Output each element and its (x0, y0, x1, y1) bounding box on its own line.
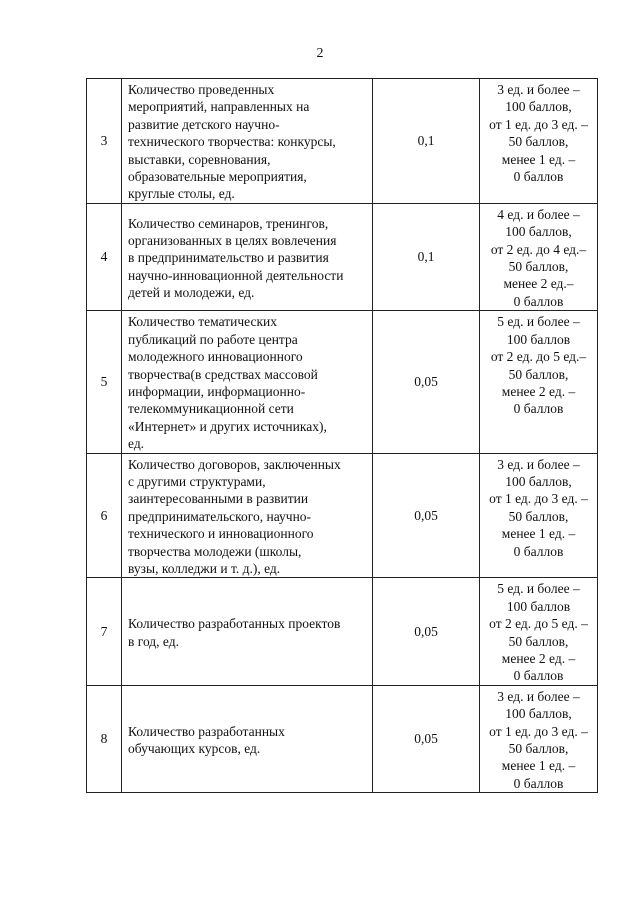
description-line: вузы, колледжи и т. д.), ед. (128, 560, 281, 576)
weight-coefficient: 0,05 (373, 578, 480, 685)
scoring-criteria (480, 685, 598, 792)
table-row (87, 79, 598, 204)
description-line: Количество договоров, заключенных (128, 456, 341, 472)
description-line: образовательные мероприятия, (128, 169, 307, 185)
scoring-line: 100 баллов (506, 331, 571, 347)
description-line: публикаций по работе центра (128, 331, 298, 347)
description-line: в год, ед. (128, 633, 179, 649)
description-line: развитие детского научно- (128, 116, 280, 132)
weight-coefficient: 0,1 (373, 79, 480, 204)
description-line: заинтересованными в развитии (128, 491, 309, 507)
description-line: организованных в целях вовлечения (128, 232, 337, 248)
scoring-line: 50 баллов, (508, 259, 569, 275)
scoring-line: от 2 ед. до 5 ед. – (489, 616, 588, 632)
scoring-line: от 2 ед. до 4 ед.– (490, 241, 587, 257)
scoring-line: 0 баллов (513, 401, 564, 417)
indicator-description (122, 685, 373, 792)
scoring-line: 5 ед. и более – (497, 581, 580, 597)
indicator-description (122, 578, 373, 685)
indicator-description (122, 79, 373, 204)
description-line: научно-инновационной деятельности (128, 267, 344, 283)
scoring-line: 0 баллов (513, 543, 564, 559)
scoring-line: менее 2 ед. – (501, 651, 576, 666)
description-line: Количество разработанных проектов (128, 616, 341, 632)
description-line: информации, информационно- (128, 383, 306, 399)
description-line: Количество семинаров, тренингов, (128, 215, 329, 231)
scoring-line: 0 баллов (513, 293, 564, 309)
indicator-description (122, 203, 373, 310)
scoring-line: от 1 ед. до 3 ед. – (489, 723, 588, 739)
description-line: телекоммуникационной сети (128, 401, 294, 417)
scoring-line: 100 баллов, (505, 706, 572, 722)
description-line: технического творчества: конкурсы, (128, 134, 336, 150)
weight-coefficient: 0,1 (373, 203, 480, 310)
description-line: мероприятий, направленных на (128, 99, 310, 115)
description-line: обучающих курсов, ед. (128, 741, 261, 757)
indicator-description (122, 311, 373, 453)
criteria-table (86, 78, 598, 793)
description-line: технического и инновационного (128, 526, 314, 542)
description-line: круглые столы, ед. (128, 186, 235, 202)
description-line: в предпринимательство и развития (128, 250, 329, 266)
scoring-line: от 1 ед. до 3 ед. – (489, 491, 588, 507)
scoring-line: 50 баллов, (508, 633, 569, 649)
scoring-line: 4 ед. и более – (497, 206, 580, 222)
scoring-line: менее 1 ед. – (501, 151, 576, 167)
weight-coefficient: 0,05 (373, 453, 480, 578)
scoring-line: 50 баллов, (508, 134, 569, 150)
scoring-line: 0 баллов (513, 169, 564, 185)
scoring-line: 3 ед. и более – (497, 82, 580, 97)
scoring-line: 100 баллов, (505, 99, 572, 115)
scoring-line: 3 ед. и более – (497, 456, 580, 472)
scoring-line: 5 ед. и более – (497, 314, 580, 330)
scoring-line: 0 баллов (513, 775, 564, 791)
scoring-criteria (480, 79, 598, 204)
scoring-line: 50 баллов, (508, 366, 569, 382)
description-line: Количество тематических (128, 314, 278, 330)
weight-coefficient: 0,05 (373, 685, 480, 792)
table-row (87, 578, 598, 685)
description-line: с другими структурами, (128, 473, 266, 489)
scoring-line: от 2 ед. до 5 ед.– (490, 349, 587, 365)
description-line: детей и молодежи, ед. (128, 285, 255, 301)
description-line: Количество проведенных (128, 82, 275, 97)
description-line: выставки, соревнования, (128, 151, 271, 167)
row-number: 3 (87, 79, 122, 204)
row-number: 7 (87, 578, 122, 685)
description-line: творчества молодежи (школы, (128, 543, 302, 559)
row-number: 6 (87, 453, 122, 578)
indicator-description (122, 453, 373, 578)
weight-coefficient: 0,05 (373, 311, 480, 453)
description-line: ед. (128, 436, 145, 452)
description-line: предпринимательского, научно- (128, 508, 312, 524)
scoring-line: 100 баллов, (505, 224, 572, 240)
row-number: 8 (87, 685, 122, 792)
scoring-criteria (480, 453, 598, 578)
scoring-line: менее 2 ед.– (503, 276, 574, 292)
table-row (87, 453, 598, 578)
scoring-criteria (480, 311, 598, 453)
scoring-line: менее 1 ед. – (501, 758, 576, 774)
scoring-line: 100 баллов, (505, 473, 572, 489)
description-line: Количество разработанных (128, 723, 285, 739)
description-line: творчества(в средствах массовой (128, 366, 318, 382)
description-line: «Интернет» и других источниках), (128, 418, 327, 434)
table-row (87, 203, 598, 310)
scoring-criteria (480, 203, 598, 310)
criteria-table-body (87, 79, 598, 793)
scoring-line: менее 2 ед. – (501, 383, 576, 399)
scoring-line: 0 баллов (513, 668, 564, 684)
row-number: 4 (87, 203, 122, 310)
scoring-line: 100 баллов (506, 598, 571, 614)
scoring-line: менее 1 ед. – (501, 526, 576, 542)
table-row (87, 685, 598, 792)
scoring-line: 50 баллов, (508, 741, 569, 757)
table-row (87, 311, 598, 453)
scoring-criteria (480, 578, 598, 685)
scoring-line: 3 ед. и более – (497, 688, 580, 704)
row-number: 5 (87, 311, 122, 453)
description-line: молодежного инновационного (128, 349, 303, 365)
scoring-line: 50 баллов, (508, 508, 569, 524)
scoring-line: от 1 ед. до 3 ед. – (489, 116, 588, 132)
page-number: 2 (316, 46, 324, 61)
